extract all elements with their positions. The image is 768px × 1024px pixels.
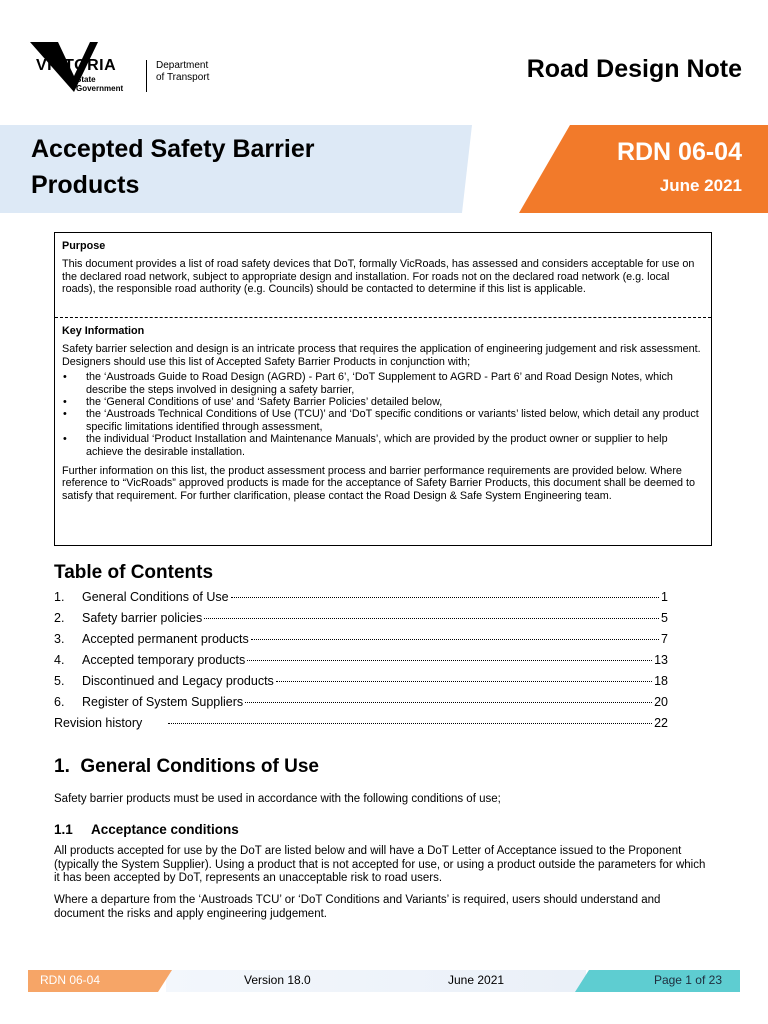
department-name: Department of Transport <box>156 60 210 83</box>
section-heading: 1. General Conditions of Use <box>54 756 319 777</box>
key-information-list <box>62 371 701 458</box>
toc-leader <box>168 723 652 724</box>
toc-page: 5 <box>661 611 668 625</box>
toc-number: 6. <box>54 695 65 709</box>
footer-version: Version 18.0 <box>244 973 311 987</box>
rdn-number: RDN 06-04 <box>616 138 742 166</box>
toc-number: 3. <box>54 632 65 646</box>
departure-paragraph: Where a departure from the ‘Austroads TCU’ or ‘DoT Conditions and Variants’ is required, users should understand and document the risks and apply engineering judgement. <box>54 894 661 920</box>
acceptance-paragraph: All products accepted for use by the DoT are listed below and will have a DoT Letter of Acceptance issued to the Proponent (typically the System Supplier). Using a product that is not accepted for use, or using a product outside the parameters for which it has been accepted by DoT, represents an unacceptable risk to road users. <box>54 845 706 884</box>
subsection-heading: 1.1 Acceptance conditions <box>54 822 239 837</box>
toc-page: 7 <box>661 632 668 646</box>
key-information-closing: Further information on this list, the product assessment process and barrier performance requirements are provided below. Where reference to “VicRoads” approved products is made for the acceptance of Safety Barrier Products, this document shall be deemed to satisfy that requirement. For further clarification, please contact the Road Design & Safe System Engineering team. <box>62 465 695 502</box>
list-item: • the individual ‘Product Installation and Maintenance Manuals’, which are provided by the product owner or supplier to help achieve the desirable installation. <box>62 433 701 458</box>
logo-victoria-text: VICTORIA <box>36 57 117 74</box>
footer-rdn: RDN 06-04 <box>40 973 101 987</box>
list-item: • the ‘Austroads Guide to Road Design (AGRD) - Part 6’, ‘DoT Supplement to AGRD - Part 6’ and Road Design Notes, which describe the steps involved in designing a safety barrier, <box>62 371 701 396</box>
table-of-contents <box>54 590 668 737</box>
document-type: Road Design Note <box>526 55 742 83</box>
toc-entry[interactable] <box>54 611 668 632</box>
purpose-text: This document provides a list of road safety devices that DoT, formally VicRoads, has assessed and considers acceptable for use on the declared road network, subject to appropriate design and installation. For roads not on the declared road network (e.g. local roads), the responsible road authority (e.g. Councils) should be contacted to determine if this list is applicable. <box>62 258 695 296</box>
toc-page: 20 <box>654 695 668 709</box>
toc-entry[interactable] <box>54 695 668 716</box>
purpose-heading: Purpose <box>62 240 106 252</box>
toc-entry[interactable] <box>54 653 668 674</box>
footer-date: June 2021 <box>448 973 505 987</box>
toc-label[interactable]: Discontinued and Legacy products <box>82 674 274 688</box>
toc-entry[interactable] <box>54 590 668 611</box>
toc-number: 2. <box>54 611 65 625</box>
toc-leader <box>247 660 652 661</box>
list-item: • the ‘General Conditions of use’ and ‘Safety Barrier Policies’ detailed below, <box>62 396 701 408</box>
toc-number: 5. <box>54 674 65 688</box>
purpose-section <box>62 240 701 296</box>
key-information-section <box>62 325 701 502</box>
logo-divider <box>146 60 147 92</box>
toc-leader <box>204 618 659 619</box>
toc-title: Table of Contents <box>54 562 214 583</box>
toc-entry[interactable] <box>54 632 668 653</box>
toc-label[interactable]: Accepted permanent products <box>82 632 249 646</box>
toc-label[interactable]: Accepted temporary products <box>82 653 246 667</box>
footer-bar <box>166 970 586 992</box>
section-intro: Safety barrier products must be used in accordance with the following conditions of use; <box>54 793 501 805</box>
page-title: Accepted Safety Barrier Products <box>31 135 315 199</box>
toc-entry[interactable] <box>54 674 668 695</box>
logo-state-government-text: State Government <box>76 75 124 93</box>
toc-page: 13 <box>654 653 668 667</box>
toc-leader <box>231 597 659 598</box>
toc-number: 4. <box>54 653 65 667</box>
toc-page: 22 <box>654 716 668 730</box>
toc-label[interactable]: General Conditions of Use <box>82 590 229 604</box>
toc-page: 1 <box>661 590 668 604</box>
box-divider <box>55 317 711 318</box>
list-item: • the ‘Austroads Technical Conditions of Use (TCU)’ and ‘DoT specific conditions or variants’ listed below, which detail any product specific limitations identified through assessment, <box>62 408 701 433</box>
toc-leader <box>245 702 652 703</box>
toc-label[interactable]: Safety barrier policies <box>82 611 203 625</box>
toc-number: 1. <box>54 590 65 604</box>
rdn-date: June 2021 <box>659 176 742 195</box>
toc-label[interactable]: Revision history <box>54 716 143 730</box>
toc-entry-revision-history[interactable] <box>54 716 668 737</box>
key-information-heading: Key Information <box>62 325 145 337</box>
toc-leader <box>276 681 652 682</box>
purpose-box <box>54 232 712 546</box>
toc-leader <box>251 639 659 640</box>
toc-page: 18 <box>654 674 668 688</box>
toc-label[interactable]: Register of System Suppliers <box>82 695 244 709</box>
key-information-intro: Safety barrier selection and design is an intricate process that requires the application of engineering judgement and risk assessment. Designers should use this list of Accepted Safety Barrier Products in conjunction with; <box>62 343 701 368</box>
footer-page-number: Page 1 of 23 <box>653 973 722 987</box>
